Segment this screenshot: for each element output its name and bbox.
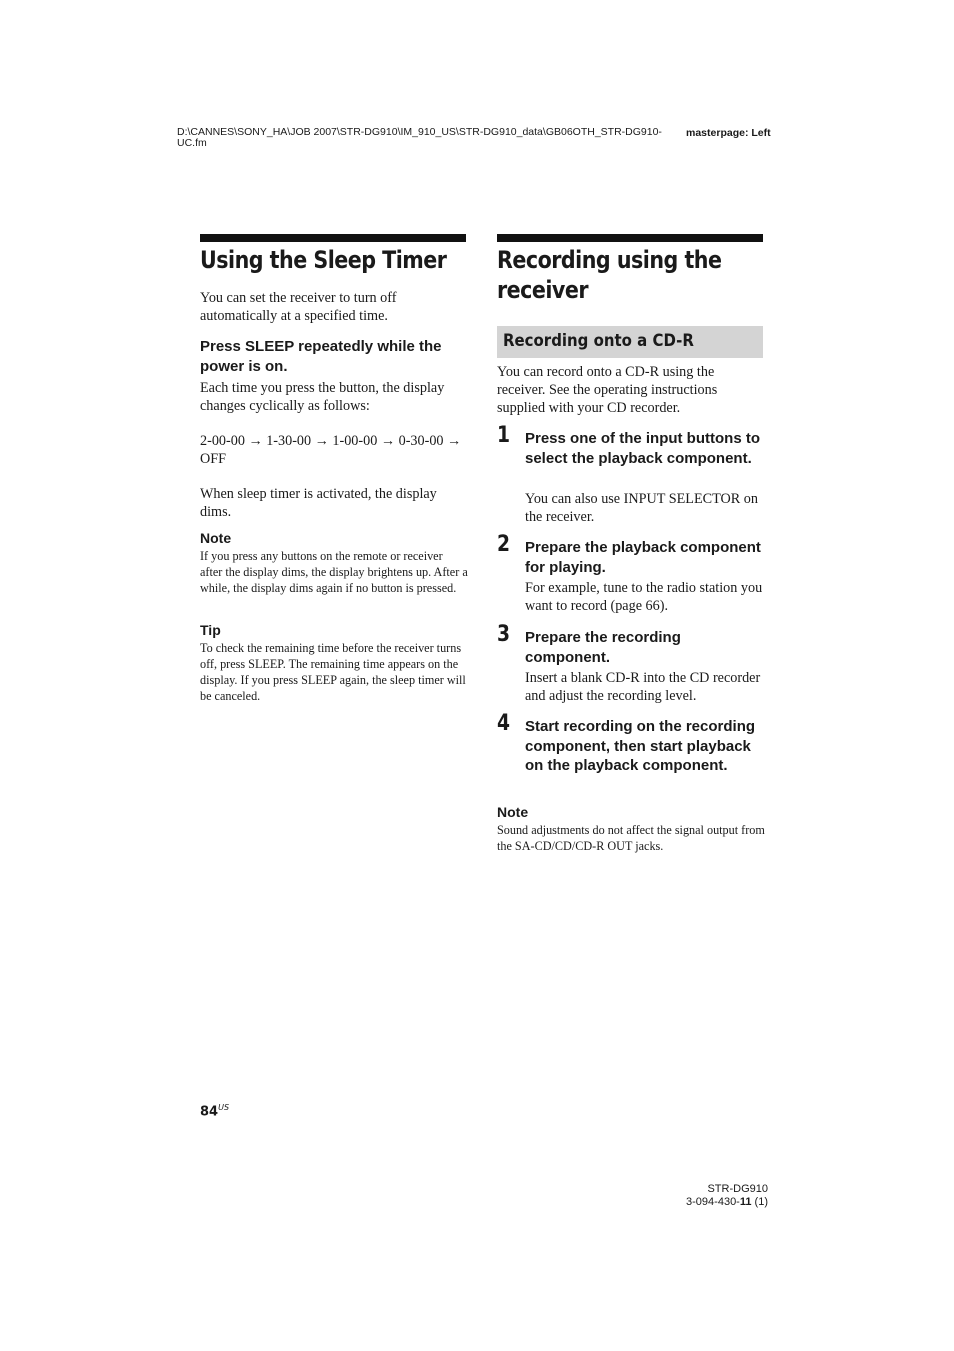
- step-text: You can also use INPUT SELECTOR on the receiver.: [525, 491, 758, 525]
- step-heading: Prepare the recording component.: [525, 629, 681, 666]
- subsection-header: [497, 326, 763, 358]
- file-path: D:\CANNES\SONY_HA\JOB 2007\STR-DG910\IM_910_US\STR-DG910_data\GB06OTH_STR-DG910-UC.fm: [177, 126, 662, 149]
- step-text: Insert a blank CD-R into the CD recorder and adjust the recording level.: [525, 670, 761, 704]
- step-text: For example, tune to the radio station you want to record (page 66).: [525, 580, 763, 614]
- right-intro: You can record onto a CD-R using the receiver. See the operating instructions supplied with your CD recorder.: [497, 364, 718, 416]
- step-number: 1: [497, 423, 511, 448]
- footer: [600, 1183, 768, 1208]
- footer-code: [600, 1196, 768, 1209]
- footer-model: STR-DG910: [707, 1183, 768, 1195]
- tip-label: Tip: [200, 622, 221, 638]
- sleep-sequence: 2-00-00 → 1-30-00 → 1-00-00 → 0-30-00 → OFF: [200, 433, 462, 467]
- sleep-after-text: When sleep timer is activated, the display dims.: [200, 486, 437, 520]
- left-note-label: Note: [200, 530, 232, 546]
- step-heading: Start recording on the recording component, then start playback on the playback component.: [525, 718, 756, 774]
- right-title-line1: Recording using the: [497, 246, 722, 274]
- step-heading: Prepare the playback component for playing.: [525, 539, 761, 576]
- sleep-step-heading: Press SLEEP repeatedly while the power is on.: [200, 338, 442, 375]
- left-section-title: Using the Sleep Timer: [200, 246, 447, 274]
- right-title-rule: [497, 234, 763, 242]
- subsection-title: Recording onto a CD-R: [503, 331, 694, 351]
- left-note-text: If you press any buttons on the remote or receiver after the display dims, the display brightens up. After a while, the display dims again if no button is pressed.: [200, 549, 468, 595]
- step-number: 4: [497, 711, 511, 736]
- right-title-line2: receiver: [497, 276, 588, 304]
- step-heading: Press one of the input buttons to select the playback component.: [525, 430, 760, 467]
- footer-code-suffix: (1): [751, 1195, 768, 1208]
- step-number: 2: [497, 532, 511, 557]
- page-number-suffix: US: [218, 1103, 230, 1112]
- masterpage-label: masterpage: Left: [686, 127, 771, 139]
- left-title-rule: [200, 234, 466, 242]
- page-number: [200, 1103, 229, 1119]
- page-number-value: 84: [200, 1104, 219, 1120]
- footer-code-bold: 11: [739, 1195, 752, 1208]
- left-intro: You can set the receiver to turn off automatically at a specified time.: [200, 290, 397, 324]
- step-number: 3: [497, 622, 511, 647]
- right-note-text: Sound adjustments do not affect the signal output from the SA-CD/CD/CD-R OUT jacks.: [497, 823, 765, 853]
- footer-code-prefix: 3-094-430-: [686, 1195, 740, 1208]
- tip-text: To check the remaining time before the receiver turns off, press SLEEP. The remaining time appears on the display. If you press SLEEP again, the sleep timer will be canceled.: [200, 641, 466, 703]
- right-section-title: [497, 245, 721, 305]
- sleep-step-text: Each time you press the button, the display changes cyclically as follows:: [200, 380, 445, 414]
- right-note-label: Note: [497, 804, 529, 820]
